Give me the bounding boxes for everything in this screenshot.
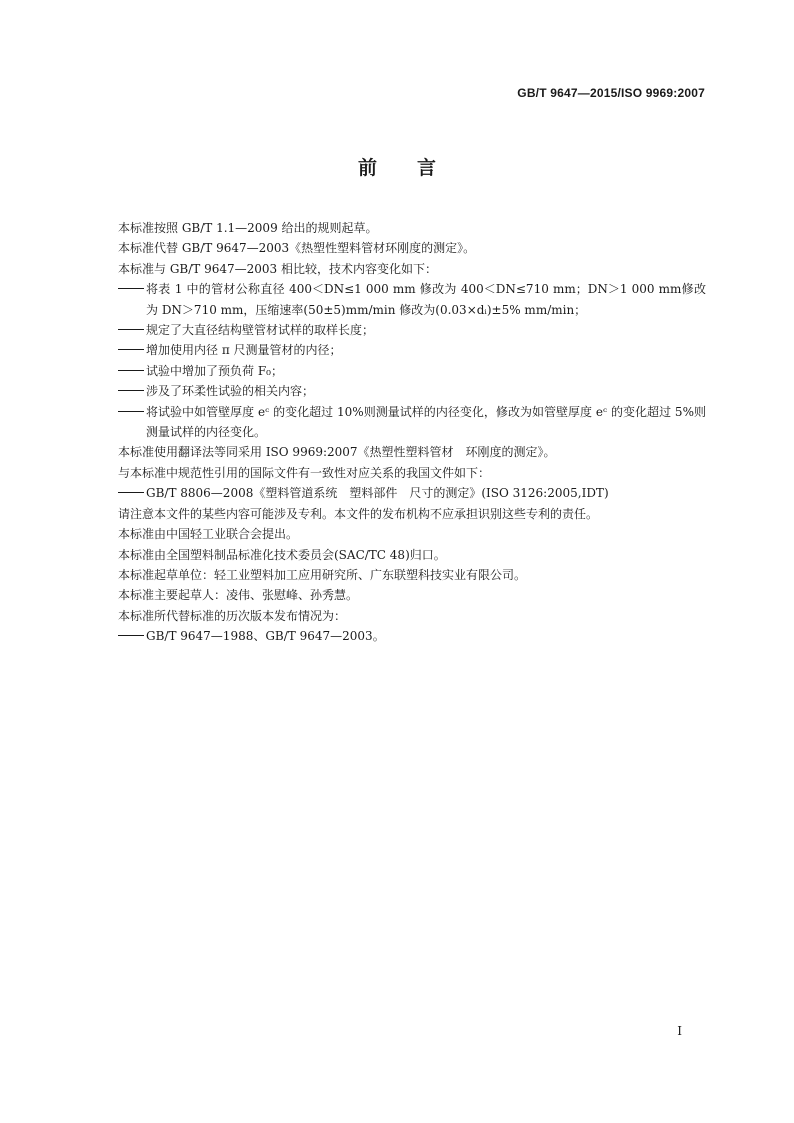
list-item-text: GB/T 9647—1988、GB/T 9647—2003。 <box>146 629 385 644</box>
dash-marker <box>118 626 146 646</box>
list-item-text: GB/T 8806—2008《塑料管道系统 塑料部件 尺寸的测定》(ISO 3126:2005,IDT) <box>146 486 609 501</box>
dash-marker <box>118 320 146 340</box>
paragraph-proposed-by: 本标准由中国轻工业联合会提出。 <box>118 527 299 542</box>
list-item-change-5 <box>118 381 706 401</box>
list-item-history <box>118 626 706 646</box>
list-item-text: 增加使用内径 π 尺测量管材的内径； <box>146 343 342 358</box>
dash-marker <box>118 340 146 360</box>
list-item-text: 涉及了环柔性试验的相关内容； <box>146 384 315 399</box>
paragraph-drafting-units: 本标准起草单位：轻工业塑料加工应用研究所、广东联塑科技实业有限公司。 <box>118 567 527 582</box>
document-body <box>118 218 706 647</box>
paragraph-patent-notice: 请注意本文件的某些内容可能涉及专利。本文件的发布机构不应承担识别这些专利的责任。 <box>118 506 599 521</box>
paragraph-drafters: 本标准主要起草人：凌伟、张慰峰、孙秀慧。 <box>118 588 359 603</box>
dash-marker <box>118 402 146 422</box>
list-item-change-3 <box>118 340 706 360</box>
dash-marker <box>118 381 146 401</box>
page-title: 前言 <box>357 157 476 179</box>
list-item-text: 将表 1 中的管材公称直径 400＜DN≤1 000 mm 修改为 400＜DN≤710 mm；DN＞1 000 mm修改为 DN＞710 mm，压缩速率(50±5)mm/min 修改为(0.03×dᵢ)±5% mm/min； <box>146 282 706 317</box>
list-item-text: 将试验中如管壁厚度 eᶜ 的变化超过 10%则测量试样的内径变化，修改为如管壁厚度 eᶜ 的变化超过 5%则测量试样的内径变化。 <box>146 404 706 440</box>
standard-number: GB/T 9647—2015/ISO 9969:2007 <box>517 86 705 100</box>
list-item-change-2 <box>118 320 706 340</box>
dash-marker <box>118 361 146 381</box>
paragraph-changes-intro: 本标准与 GB/T 9647—2003 相比较，技术内容变化如下： <box>118 261 437 276</box>
list-item-text: 规定了大直径结构壁管材试样的取样长度； <box>146 323 375 338</box>
list-item-reference <box>118 483 706 503</box>
paragraph-replaces: 本标准代替 GB/T 9647—2003《热塑性塑料管材环刚度的测定》。 <box>118 241 476 256</box>
paragraph-history-intro: 本标准所代替标准的历次版本发布情况为： <box>118 608 347 623</box>
dash-marker <box>118 483 146 503</box>
list-item-change-4 <box>118 361 706 381</box>
paragraph-centralized-by: 本标准由全国塑料制品标准化技术委员会(SAC/TC 48)归口。 <box>118 547 446 562</box>
list-item-change-1 <box>118 279 706 320</box>
list-item-text: 试验中增加了预负荷 F₀； <box>146 363 283 378</box>
paragraph-iso-adoption: 本标准使用翻译法等同采用 ISO 9969:2007《热塑性塑料管材 环刚度的测定》。 <box>118 445 556 460</box>
dash-marker <box>118 279 146 299</box>
list-item-change-6 <box>118 402 706 443</box>
paragraph-references-intro: 与本标准中规范性引用的国际文件有一致性对应关系的我国文件如下： <box>118 465 491 480</box>
paragraph-drafting-rules: 本标准按照 GB/T 1.1—2009 给出的规则起草。 <box>118 221 378 235</box>
page-number: I <box>677 1024 682 1038</box>
